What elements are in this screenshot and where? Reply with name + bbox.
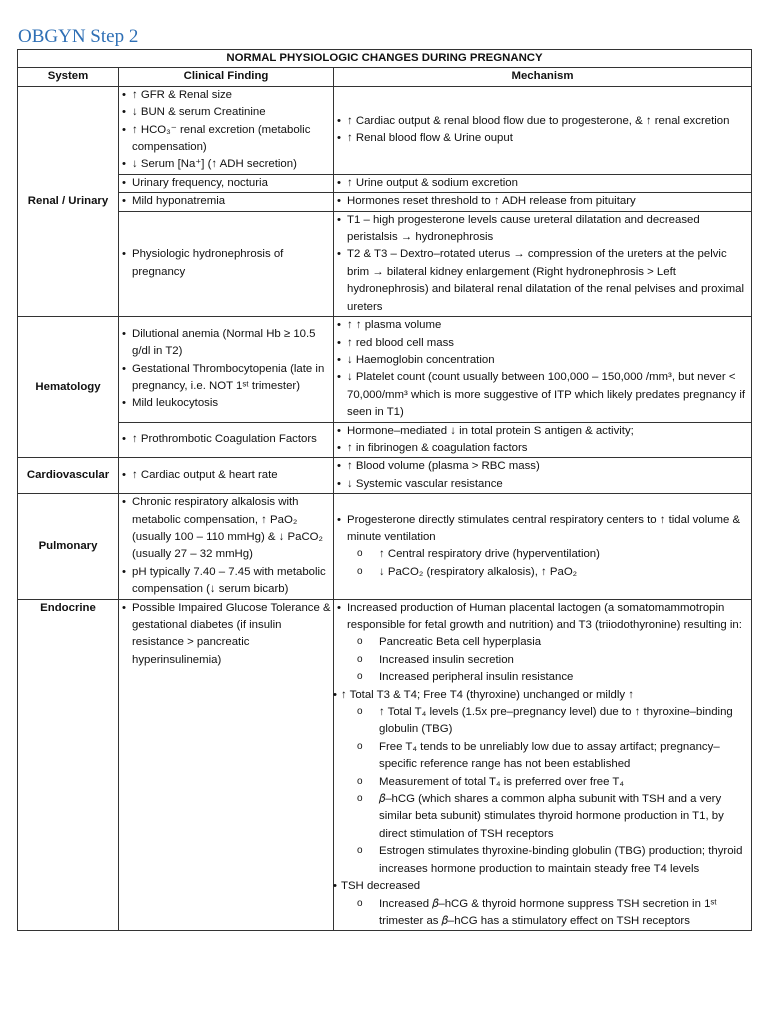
table-row [18, 422, 752, 458]
finding-item: • Possible Impaired Glucose Tolerance & gestational diabetes (if insulin resistance > pancreatic hyperinsulinemia) [121, 600, 331, 670]
table-row [18, 599, 752, 931]
system-hematology: Hematology [18, 317, 119, 458]
finding-item: • pH typically 7.40 – 7.45 with metabolic compensation (↓ serum bicarb) [121, 564, 331, 599]
table-row [18, 494, 752, 599]
mechanism-subitem: o ↑ Central respiratory drive (hyperventilation) [336, 546, 749, 563]
mechanism-item: • ↑ in fibrinogen & coagulation factors [336, 440, 749, 457]
mechanism-item: • TSH decreased [333, 878, 749, 895]
table-row [18, 317, 752, 422]
pregnancy-physiology-table [17, 49, 752, 931]
finding-cell [119, 211, 334, 316]
system-cardiovascular: Cardiovascular [18, 458, 119, 494]
header-system: System [18, 68, 119, 86]
mechanism-item: • Progesterone directly stimulates central respiratory centers to ↑ tidal volume & minute ventilation [336, 512, 749, 547]
mechanism-cell [334, 422, 752, 458]
mechanism-cell [334, 174, 752, 192]
mechanism-subitem: o Increased 𝛽–hCG & thyroid hormone suppress TSH secretion in 1ˢᵗ trimester as 𝛽–hCG has a stimulatory effect on TSH receptors [336, 896, 749, 931]
mechanism-item: • Increased production of Human placental lactogen (a somatomammotropin responsible for fetal growth and nutrition) and T3 (triiodothyronine) resulting in: [336, 600, 749, 635]
finding-item: • Mild leukocytosis [121, 395, 331, 412]
finding-cell [119, 422, 334, 458]
finding-cell [119, 494, 334, 599]
mechanism-subitem: o Free T₄ tends to be unreliably low due to assay artifact; pregnancy–specific reference range has not been established [336, 739, 749, 774]
finding-cell [119, 174, 334, 192]
mechanism-subitem: o ↑ Total T₄ levels (1.5x pre–pregnancy level) due to ↑ thyroxine–binding globulin (TBG) [336, 704, 749, 739]
finding-item: • Dilutional anemia (Normal Hb ≥ 10.5 g/dl in T2) [121, 326, 331, 361]
finding-item: • ↑ GFR & Renal size [121, 87, 331, 104]
mechanism-subitem: o ↓ PaCO₂ (respiratory alkalosis), ↑ PaO₂ [336, 564, 749, 581]
mechanism-cell [334, 458, 752, 494]
finding-item: • ↑ Prothrombotic Coagulation Factors [121, 431, 331, 448]
mechanism-item: • ↑ Renal blood flow & Urine ouput [336, 130, 749, 147]
finding-item: • ↑ HCO₃⁻ renal excretion (metabolic compensation) [121, 122, 331, 157]
mechanism-item: • T1 – high progesterone levels cause ureteral dilatation and decreased peristalsis → hydronephrosis [336, 212, 749, 247]
table-row [18, 458, 752, 494]
system-renal: Renal / Urinary [18, 86, 119, 316]
mechanism-item: • ↑ Cardiac output & renal blood flow due to progesterone, & ↑ renal excretion [336, 113, 749, 130]
mechanism-cell [334, 211, 752, 316]
mechanism-item: • Hormone–mediated ↓ in total protein S antigen & activity; [336, 423, 749, 440]
finding-cell [119, 86, 334, 174]
table-row [18, 174, 752, 192]
mechanism-item: • ↑ Total T3 & T4; Free T4 (thyroxine) unchanged or mildly ↑ [333, 687, 749, 704]
document-title: OBGYN Step 2 [18, 26, 139, 47]
mechanism-cell [334, 86, 752, 174]
finding-cell [119, 317, 334, 422]
table-header-row [18, 68, 752, 86]
mechanism-item: • ↑ red blood cell mass [336, 335, 749, 352]
finding-item: • Urinary frequency, nocturia [121, 175, 331, 192]
finding-item: • Chronic respiratory alkalosis with metabolic compensation, ↑ PaO₂ (usually 100 – 110 mmHg) & ↓ PaCO₂ (usually 27 – 32 mmHg) [121, 494, 331, 564]
mechanism-item: • ↓ Systemic vascular resistance [336, 476, 749, 493]
mechanism-subitem: o Increased insulin secretion [336, 652, 749, 669]
mechanism-item: • ↑ ↑ plasma volume [336, 317, 749, 334]
mechanism-subitem: o Pancreatic Beta cell hyperplasia [336, 634, 749, 651]
finding-cell [119, 599, 334, 931]
mechanism-subitem: o Estrogen stimulates thyroxine-binding globulin (TBG) production; thyroid increases hormone production to maintain steady free T4 levels [336, 843, 749, 878]
table-row [18, 86, 752, 174]
mechanism-item: • Hormones reset threshold to ↑ ADH release from pituitary [336, 193, 749, 210]
header-clinical-finding: Clinical Finding [119, 68, 334, 86]
mechanism-cell [334, 193, 752, 211]
mechanism-item: • ↓ Haemoglobin concentration [336, 352, 749, 369]
finding-item: • ↑ Cardiac output & heart rate [121, 467, 331, 484]
system-pulmonary: Pulmonary [18, 494, 119, 599]
table-row [18, 193, 752, 211]
mechanism-cell [334, 317, 752, 422]
finding-item: • ↓ BUN & serum Creatinine [121, 104, 331, 121]
system-endocrine: Endocrine [18, 599, 119, 931]
header-mechanism: Mechanism [334, 68, 752, 86]
mechanism-cell [334, 494, 752, 599]
mechanism-subitem: o Increased peripheral insulin resistance [336, 669, 749, 686]
finding-cell [119, 193, 334, 211]
finding-item: • Mild hyponatremia [121, 193, 331, 210]
finding-item: • Gestational Thrombocytopenia (late in pregnancy, i.e. NOT 1ˢᵗ trimester) [121, 361, 331, 396]
table-caption-row [18, 50, 752, 68]
mechanism-item: • ↑ Blood volume (plasma > RBC mass) [336, 458, 749, 475]
mechanism-subitem: o 𝛽–hCG (which shares a common alpha subunit with TSH and a very similar beta subunit) stimulates thyroid hormone production in T1, by direct stimulation of TSH receptors [336, 791, 749, 843]
mechanism-item: • ↑ Urine output & sodium excretion [336, 175, 749, 192]
finding-item: • Physiologic hydronephrosis of pregnancy [121, 246, 331, 281]
finding-item: • ↓ Serum [Na⁺] (↑ ADH secretion) [121, 156, 331, 173]
table-row [18, 211, 752, 316]
table-caption: NORMAL PHYSIOLOGIC CHANGES DURING PREGNANCY [18, 50, 752, 68]
mechanism-item: • ↓ Platelet count (count usually between 100,000 – 150,000 /mm³, but never < 70,000/mm³ which is more suggestive of ITP which likely predates pregnancy if seen in T1) [336, 369, 749, 421]
mechanism-cell [334, 599, 752, 931]
finding-cell [119, 458, 334, 494]
mechanism-item: • T2 & T3 – Dextro–rotated uterus → compression of the ureters at the pelvic brim → bilateral kidney enlargement (Right hydronephrosis > Left hydronephrosis) and bilateral renal dilatation of the renal pelvises and proximal ureters [336, 246, 749, 316]
mechanism-subitem: o Measurement of total T₄ is preferred over free T₄ [336, 774, 749, 791]
